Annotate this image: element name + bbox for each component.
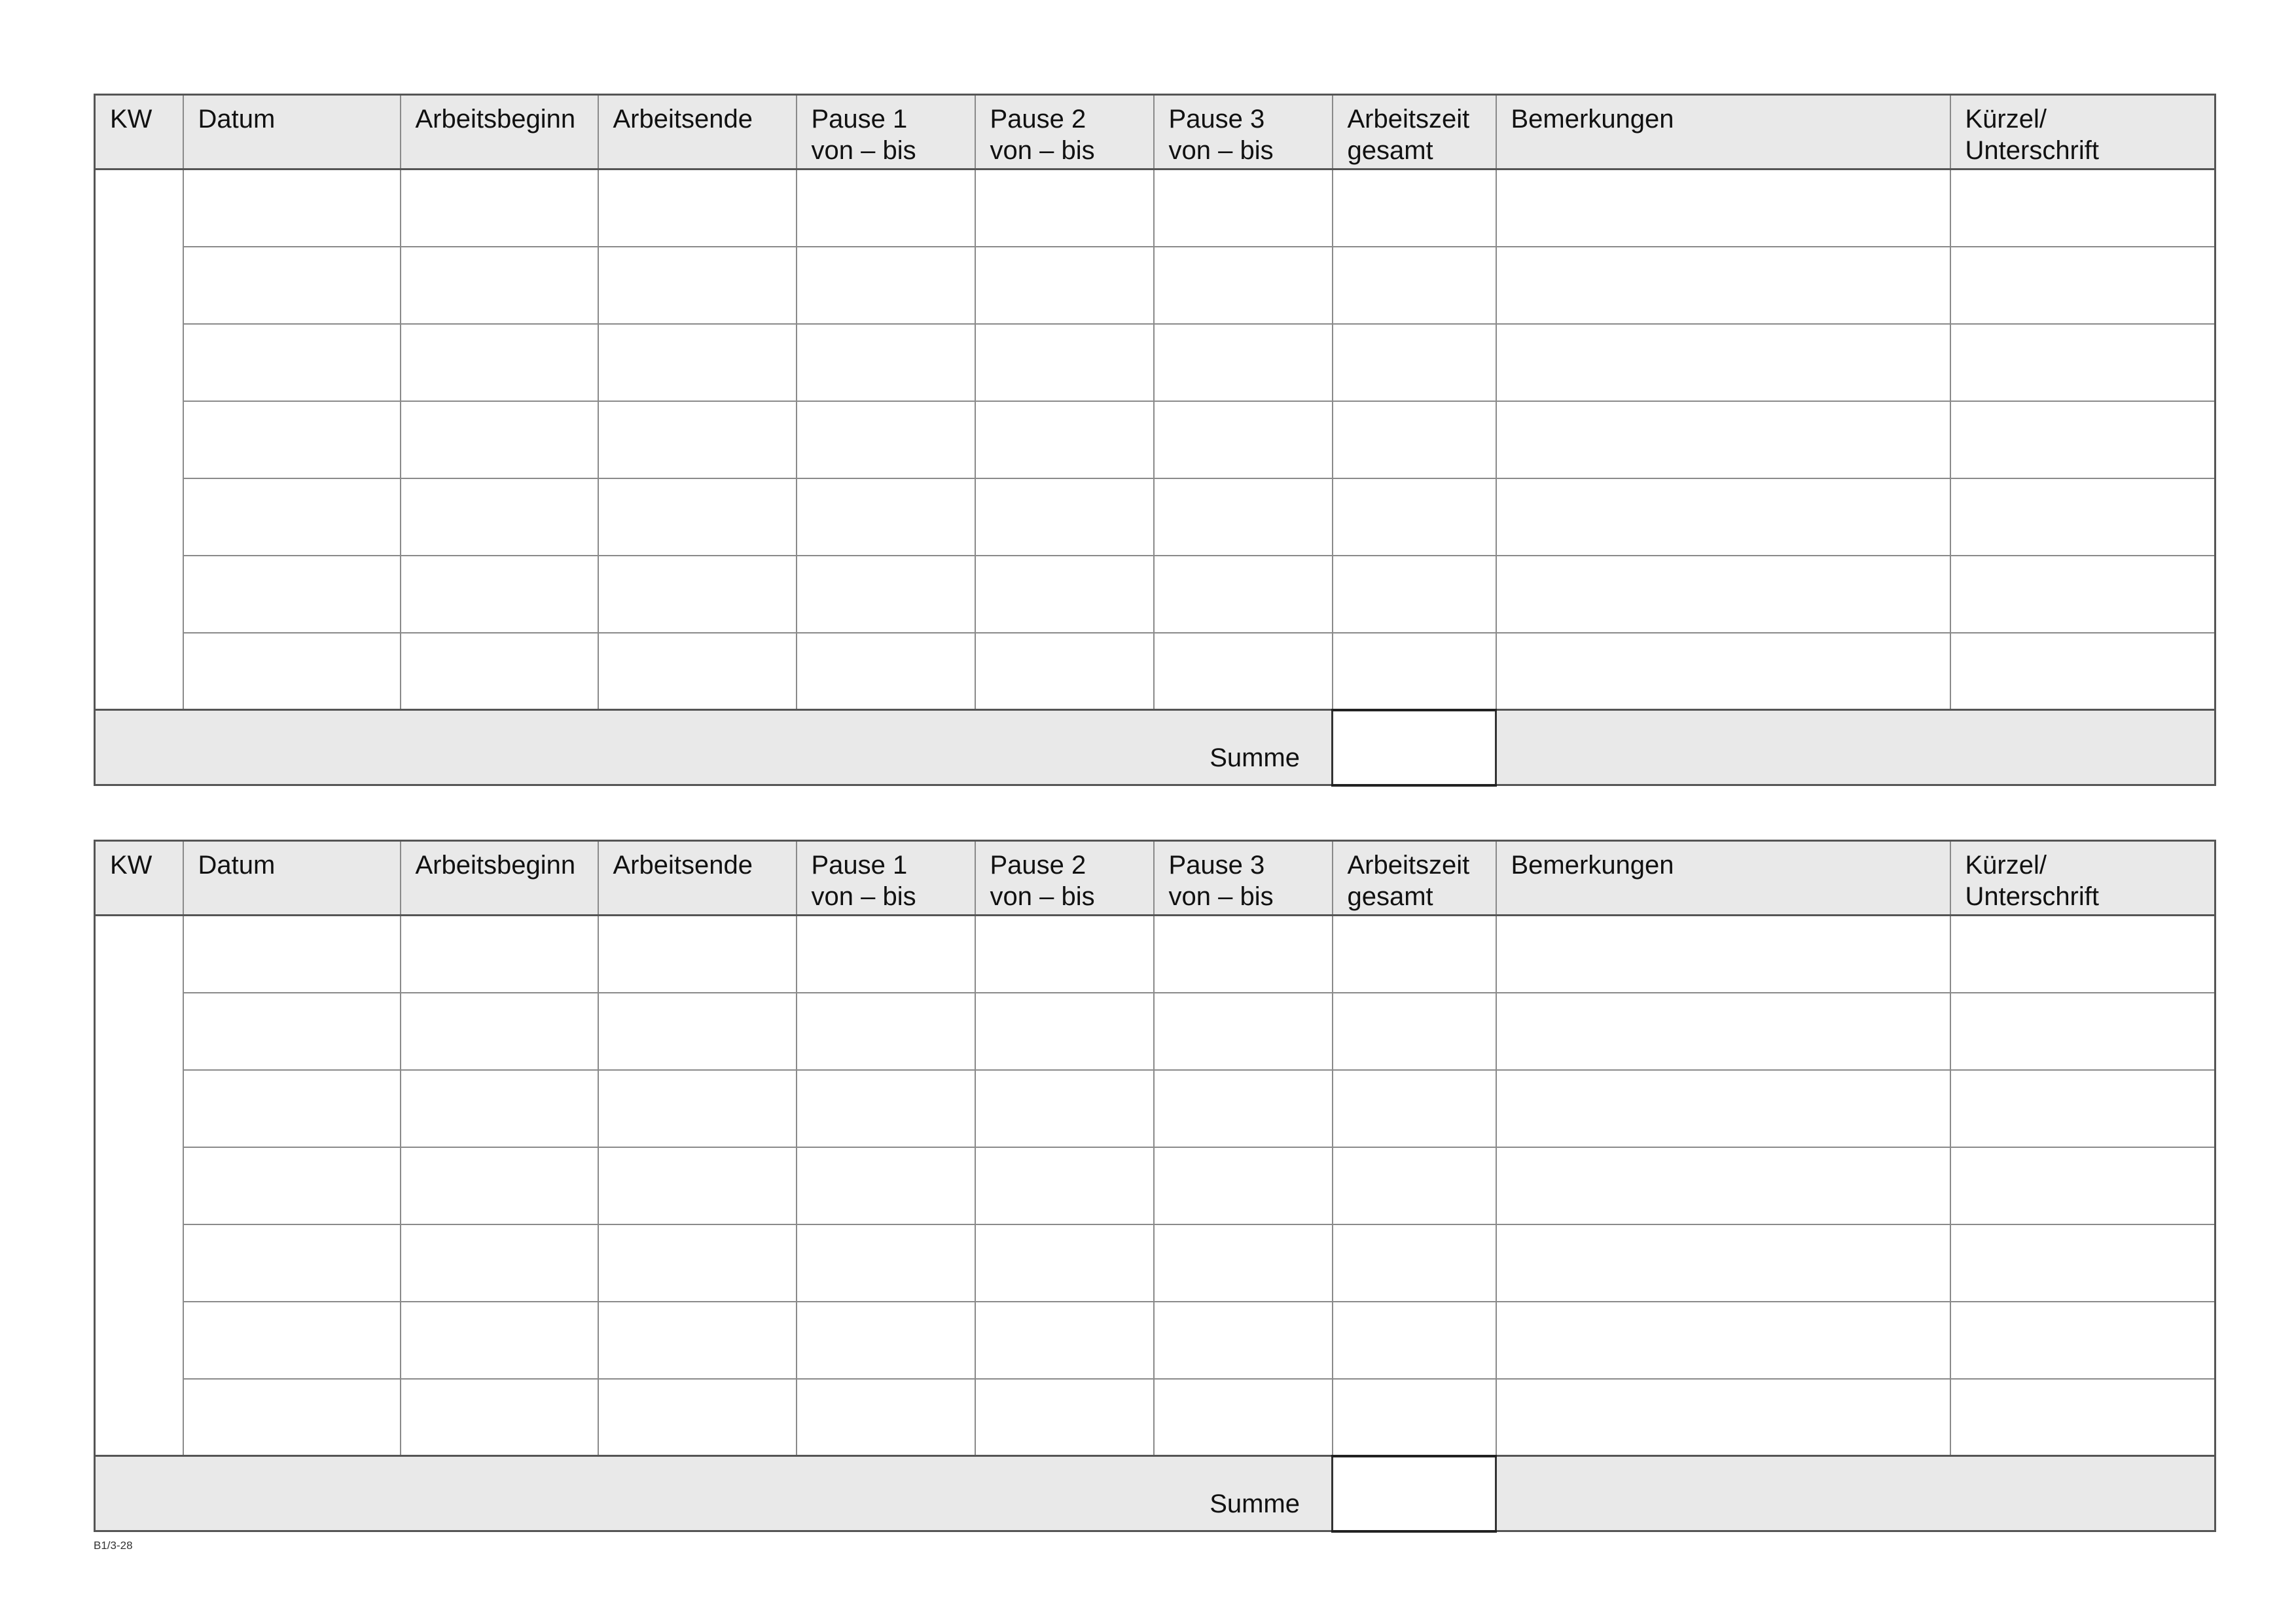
arbeitszeit-cell[interactable] (1333, 401, 1496, 478)
unterschrift-cell[interactable] (1950, 247, 2215, 324)
pause-2-cell[interactable] (975, 993, 1154, 1070)
pause-2-cell[interactable] (975, 1302, 1154, 1379)
arbeitsbeginn-cell[interactable] (401, 1302, 598, 1379)
arbeitsbeginn-cell[interactable] (401, 324, 598, 401)
table-row (95, 633, 2215, 710)
pause-1-cell[interactable] (797, 1070, 975, 1147)
arbeitsende-cell[interactable] (598, 1070, 797, 1147)
table-row (95, 324, 2215, 401)
arbeitsbeginn-cell[interactable] (401, 1224, 598, 1302)
unterschrift-cell[interactable] (1950, 324, 2215, 401)
datum-cell[interactable] (183, 478, 401, 556)
arbeitsbeginn-cell[interactable] (401, 993, 598, 1070)
header-row (95, 95, 2215, 169)
datum-cell[interactable] (183, 993, 401, 1070)
pause-3-cell[interactable] (1154, 633, 1333, 710)
bemerkungen-cell[interactable] (1496, 1224, 1950, 1302)
table-row (95, 247, 2215, 324)
arbeitsbeginn-cell[interactable] (401, 633, 598, 710)
pause-2-cell[interactable] (975, 1070, 1154, 1147)
table-row (95, 1379, 2215, 1456)
arbeitsbeginn-cell[interactable] (401, 556, 598, 633)
arbeitsende-cell[interactable] (598, 1147, 797, 1224)
time-log-table-1 (94, 94, 2216, 787)
pause-1-cell[interactable] (797, 993, 975, 1070)
pause-2-cell[interactable] (975, 478, 1154, 556)
pause-3-cell[interactable] (1154, 169, 1333, 247)
header-arbeitszeit-gesamt: Arbeitszeit gesamt (1333, 841, 1496, 916)
arbeitszeit-cell[interactable] (1333, 478, 1496, 556)
unterschrift-cell[interactable] (1950, 478, 2215, 556)
table-row (95, 1070, 2215, 1147)
unterschrift-cell[interactable] (1950, 1379, 2215, 1456)
pause-1-cell[interactable] (797, 1224, 975, 1302)
arbeitsende-cell[interactable] (598, 478, 797, 556)
pause-1-cell[interactable] (797, 169, 975, 247)
bemerkungen-cell[interactable] (1496, 247, 1950, 324)
arbeitsbeginn-cell[interactable] (401, 1070, 598, 1147)
unterschrift-cell[interactable] (1950, 916, 2215, 993)
pause-3-cell[interactable] (1154, 401, 1333, 478)
header-kw: KW (95, 841, 183, 916)
header-kuerzel-unterschrift: Kürzel/ Unterschrift (1950, 95, 2215, 169)
kw-cell[interactable] (95, 916, 183, 1456)
pause-1-cell[interactable] (797, 1147, 975, 1224)
header-pause-3: Pause 3 von – bis (1154, 95, 1333, 169)
bemerkungen-cell[interactable] (1496, 916, 1950, 993)
pause-2-cell[interactable] (975, 916, 1154, 993)
pause-3-cell[interactable] (1154, 556, 1333, 633)
bemerkungen-cell[interactable] (1496, 324, 1950, 401)
header-pause-1: Pause 1 von – bis (797, 841, 975, 916)
pause-1-cell[interactable] (797, 247, 975, 324)
pause-2-cell[interactable] (975, 1224, 1154, 1302)
bemerkungen-cell[interactable] (1496, 401, 1950, 478)
arbeitszeit-cell[interactable] (1333, 247, 1496, 324)
pause-1-cell[interactable] (797, 556, 975, 633)
arbeitsende-cell[interactable] (598, 401, 797, 478)
kw-cell[interactable] (95, 169, 183, 710)
unterschrift-cell[interactable] (1950, 993, 2215, 1070)
arbeitsbeginn-cell[interactable] (401, 247, 598, 324)
header-arbeitsende: Arbeitsende (598, 95, 797, 169)
unterschrift-cell[interactable] (1950, 1302, 2215, 1379)
pause-1-cell[interactable] (797, 633, 975, 710)
arbeitsende-cell[interactable] (598, 633, 797, 710)
arbeitsbeginn-cell[interactable] (401, 916, 598, 993)
pause-2-cell[interactable] (975, 633, 1154, 710)
header-datum: Datum (183, 95, 401, 169)
pause-3-cell[interactable] (1154, 247, 1333, 324)
sum-row (95, 1456, 2215, 1531)
header-pause-3: Pause 3 von – bis (1154, 841, 1333, 916)
datum-cell[interactable] (183, 1147, 401, 1224)
form-code: B1/3-28 (94, 1539, 133, 1552)
sum-label: Summe (95, 710, 1333, 785)
header-kuerzel-unterschrift: Kürzel/ Unterschrift (1950, 841, 2215, 916)
table-row (95, 1302, 2215, 1379)
datum-cell[interactable] (183, 556, 401, 633)
pause-3-cell[interactable] (1154, 1224, 1333, 1302)
bemerkungen-cell[interactable] (1496, 633, 1950, 710)
arbeitszeit-cell[interactable] (1333, 1224, 1496, 1302)
table-row (95, 1224, 2215, 1302)
header-kw: KW (95, 95, 183, 169)
pause-3-cell[interactable] (1154, 1147, 1333, 1224)
pause-3-cell[interactable] (1154, 1379, 1333, 1456)
sum-row-filler (1496, 710, 2215, 785)
header-bemerkungen: Bemerkungen (1496, 841, 1950, 916)
header-pause-2: Pause 2 von – bis (975, 841, 1154, 916)
sum-value-cell[interactable] (1333, 1456, 1496, 1531)
pause-1-cell[interactable] (797, 1302, 975, 1379)
arbeitszeit-cell[interactable] (1333, 1302, 1496, 1379)
arbeitsende-cell[interactable] (598, 1302, 797, 1379)
pause-3-cell[interactable] (1154, 478, 1333, 556)
arbeitsende-cell[interactable] (598, 169, 797, 247)
arbeitszeit-cell[interactable] (1333, 1147, 1496, 1224)
header-arbeitsbeginn: Arbeitsbeginn (401, 95, 598, 169)
bemerkungen-cell[interactable] (1496, 478, 1950, 556)
sum-row-filler (1496, 1456, 2215, 1531)
arbeitsende-cell[interactable] (598, 1224, 797, 1302)
header-arbeitsende: Arbeitsende (598, 841, 797, 916)
pause-2-cell[interactable] (975, 556, 1154, 633)
pause-1-cell[interactable] (797, 916, 975, 993)
header-pause-1: Pause 1 von – bis (797, 95, 975, 169)
arbeitszeit-cell[interactable] (1333, 556, 1496, 633)
sum-label: Summe (95, 1456, 1333, 1531)
arbeitsende-cell[interactable] (598, 324, 797, 401)
table-row (95, 169, 2215, 247)
pause-3-cell[interactable] (1154, 916, 1333, 993)
pause-2-cell[interactable] (975, 401, 1154, 478)
bemerkungen-cell[interactable] (1496, 1147, 1950, 1224)
arbeitszeit-cell[interactable] (1333, 1070, 1496, 1147)
table-row (95, 993, 2215, 1070)
arbeitsende-cell[interactable] (598, 247, 797, 324)
arbeitszeit-cell[interactable] (1333, 169, 1496, 247)
datum-cell[interactable] (183, 1224, 401, 1302)
datum-cell[interactable] (183, 1379, 401, 1456)
datum-cell[interactable] (183, 916, 401, 993)
sum-value-cell[interactable] (1333, 710, 1496, 785)
pause-2-cell[interactable] (975, 1379, 1154, 1456)
arbeitszeit-cell[interactable] (1333, 1379, 1496, 1456)
bemerkungen-cell[interactable] (1496, 169, 1950, 247)
datum-cell[interactable] (183, 633, 401, 710)
unterschrift-cell[interactable] (1950, 169, 2215, 247)
unterschrift-cell[interactable] (1950, 1147, 2215, 1224)
pause-3-cell[interactable] (1154, 993, 1333, 1070)
pause-2-cell[interactable] (975, 1147, 1154, 1224)
unterschrift-cell[interactable] (1950, 1224, 2215, 1302)
table-row (95, 1147, 2215, 1224)
pause-1-cell[interactable] (797, 1379, 975, 1456)
pause-3-cell[interactable] (1154, 1070, 1333, 1147)
header-arbeitszeit-gesamt: Arbeitszeit gesamt (1333, 95, 1496, 169)
datum-cell[interactable] (183, 169, 401, 247)
arbeitsbeginn-cell[interactable] (401, 1379, 598, 1456)
bemerkungen-cell[interactable] (1496, 1070, 1950, 1147)
datum-cell[interactable] (183, 1070, 401, 1147)
datum-cell[interactable] (183, 324, 401, 401)
pause-3-cell[interactable] (1154, 324, 1333, 401)
unterschrift-cell[interactable] (1950, 556, 2215, 633)
pause-1-cell[interactable] (797, 478, 975, 556)
header-arbeitsbeginn: Arbeitsbeginn (401, 841, 598, 916)
bemerkungen-cell[interactable] (1496, 993, 1950, 1070)
unterschrift-cell[interactable] (1950, 401, 2215, 478)
pause-3-cell[interactable] (1154, 1302, 1333, 1379)
arbeitsende-cell[interactable] (598, 993, 797, 1070)
datum-cell[interactable] (183, 1302, 401, 1379)
table-row (95, 556, 2215, 633)
sum-row (95, 710, 2215, 785)
arbeitszeit-cell[interactable] (1333, 916, 1496, 993)
header-row (95, 841, 2215, 916)
arbeitsbeginn-cell[interactable] (401, 169, 598, 247)
pause-1-cell[interactable] (797, 401, 975, 478)
arbeitsbeginn-cell[interactable] (401, 478, 598, 556)
pause-2-cell[interactable] (975, 324, 1154, 401)
table-row (95, 401, 2215, 478)
table-row (95, 916, 2215, 993)
arbeitszeit-cell[interactable] (1333, 633, 1496, 710)
arbeitsbeginn-cell[interactable] (401, 401, 598, 478)
pause-2-cell[interactable] (975, 247, 1154, 324)
header-bemerkungen: Bemerkungen (1496, 95, 1950, 169)
pause-2-cell[interactable] (975, 169, 1154, 247)
arbeitsende-cell[interactable] (598, 1379, 797, 1456)
arbeitsbeginn-cell[interactable] (401, 1147, 598, 1224)
time-log-table-2 (94, 840, 2216, 1533)
table-row (95, 478, 2215, 556)
arbeitsende-cell[interactable] (598, 556, 797, 633)
bemerkungen-cell[interactable] (1496, 1302, 1950, 1379)
header-datum: Datum (183, 841, 401, 916)
unterschrift-cell[interactable] (1950, 1070, 2215, 1147)
header-pause-2: Pause 2 von – bis (975, 95, 1154, 169)
datum-cell[interactable] (183, 247, 401, 324)
arbeitszeit-cell[interactable] (1333, 324, 1496, 401)
bemerkungen-cell[interactable] (1496, 556, 1950, 633)
unterschrift-cell[interactable] (1950, 633, 2215, 710)
datum-cell[interactable] (183, 401, 401, 478)
arbeitszeit-cell[interactable] (1333, 993, 1496, 1070)
pause-1-cell[interactable] (797, 324, 975, 401)
bemerkungen-cell[interactable] (1496, 1379, 1950, 1456)
arbeitsende-cell[interactable] (598, 916, 797, 993)
